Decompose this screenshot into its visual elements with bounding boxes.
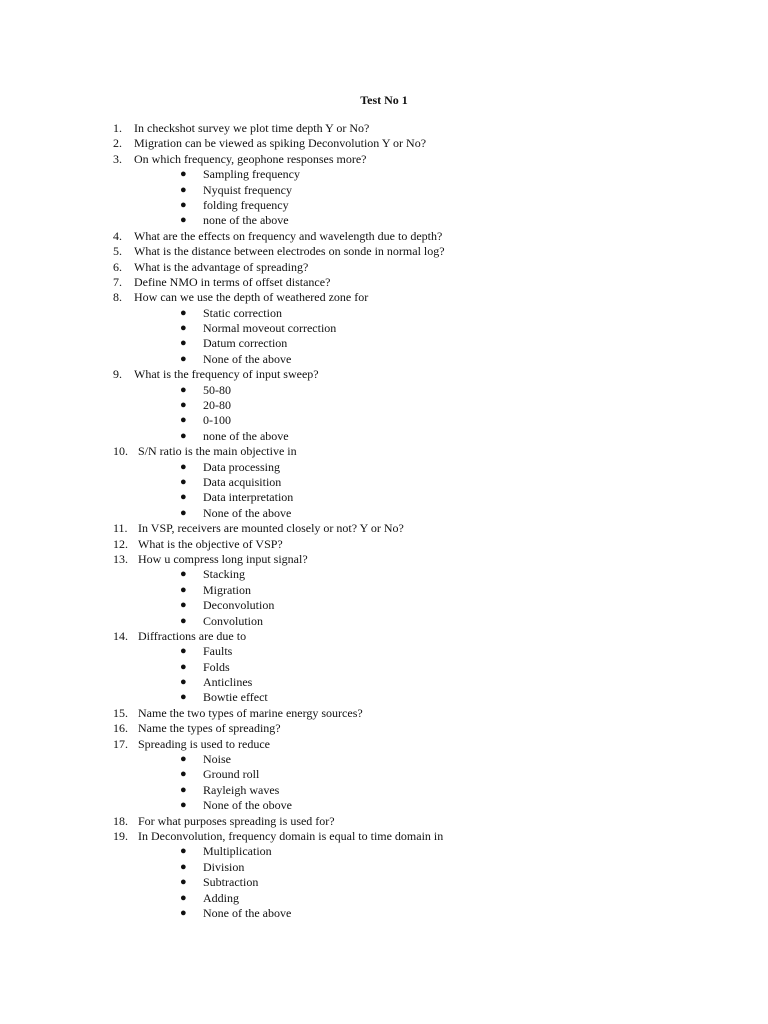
question-number: 3. (113, 151, 122, 166)
option-text: 50-80 (203, 382, 231, 397)
answer-option (0, 306, 768, 321)
question-number: 11. (113, 521, 128, 536)
question-number: 17. (113, 736, 128, 751)
bullet-icon: ● (180, 506, 187, 519)
answer-option (0, 875, 768, 890)
question-text: What is the objective of VSP? (138, 536, 283, 551)
answer-option (0, 183, 768, 198)
question-number: 7. (113, 274, 122, 289)
answer-option (0, 906, 768, 921)
question-item (0, 552, 768, 567)
question-item (0, 244, 768, 259)
option-text: 20-80 (203, 398, 231, 413)
question-number: 18. (113, 813, 128, 828)
bullet-icon: ● (180, 306, 187, 319)
answer-option (0, 352, 768, 367)
question-item (0, 829, 768, 844)
bullet-icon: ● (180, 214, 187, 227)
bullet-icon: ● (180, 383, 187, 396)
question-number: 16. (113, 721, 128, 736)
option-text: Noise (203, 752, 231, 767)
question-item (0, 275, 768, 290)
question-number: 6. (113, 259, 122, 274)
answer-option (0, 675, 768, 690)
question-item (0, 721, 768, 736)
bullet-icon: ● (180, 876, 187, 889)
bullet-icon: ● (180, 660, 187, 673)
bullet-icon: ● (180, 168, 187, 181)
question-text: Spreading is used to reduce (138, 736, 270, 751)
bullet-icon: ● (180, 568, 187, 581)
option-text: Multiplication (203, 844, 272, 859)
option-text: Data acquisition (203, 474, 282, 489)
question-text: Define NMO in terms of offset distance? (134, 274, 331, 289)
question-text: In Deconvolution, frequency domain is equal to time domain in (138, 828, 444, 843)
answer-option (0, 690, 768, 705)
bullet-icon: ● (180, 337, 187, 350)
question-item (0, 706, 768, 721)
answer-option (0, 583, 768, 598)
option-text: Datum correction (203, 336, 288, 351)
option-text: None of the above (203, 905, 292, 920)
answer-option (0, 614, 768, 629)
bullet-icon: ● (180, 399, 187, 412)
option-text: None of the above (203, 505, 292, 520)
option-text: Stacking (203, 567, 245, 582)
bullet-icon: ● (180, 414, 187, 427)
bullet-icon: ● (180, 475, 187, 488)
document-title: Test No 1 (360, 93, 408, 107)
option-text: None of the above (203, 351, 292, 366)
question-number: 4. (113, 228, 122, 243)
option-text: none of the above (203, 428, 289, 443)
question-item (0, 444, 768, 459)
question-text: What is the advantage of spreading? (134, 259, 309, 274)
answer-option (0, 398, 768, 413)
question-item (0, 260, 768, 275)
question-text: Name the types of spreading? (138, 721, 281, 736)
question-text: On which frequency, geophone responses more? (134, 151, 367, 166)
bullet-icon: ● (180, 352, 187, 365)
bullet-icon: ● (180, 768, 187, 781)
question-text: For what purposes spreading is used for? (138, 813, 335, 828)
bullet-icon: ● (180, 183, 187, 196)
option-text: Adding (203, 890, 239, 905)
question-text: How u compress long input signal? (138, 551, 308, 566)
answer-option (0, 383, 768, 398)
option-text: 0-100 (203, 413, 231, 428)
question-number: 5. (113, 244, 122, 259)
question-number: 9. (113, 367, 122, 382)
answer-option (0, 429, 768, 444)
question-number: 19. (113, 828, 128, 843)
question-text: In checkshot survey we plot time depth Y or No? (134, 121, 370, 135)
question-number: 14. (113, 628, 128, 643)
question-item (0, 737, 768, 752)
answer-option (0, 213, 768, 228)
answer-option (0, 475, 768, 490)
question-text: What are the effects on frequency and wavelength due to depth? (134, 228, 443, 243)
question-text: S/N ratio is the main objective in (138, 444, 297, 459)
option-text: Nyquist frequency (203, 182, 292, 197)
option-text: None of the obove (203, 798, 292, 813)
question-text: Name the two types of marine energy sources? (138, 705, 363, 720)
answer-option (0, 413, 768, 428)
option-text: Convolution (203, 613, 264, 628)
bullet-icon: ● (180, 891, 187, 904)
answer-option (0, 798, 768, 813)
question-item (0, 814, 768, 829)
question-item (0, 537, 768, 552)
option-text: folding frequency (203, 197, 289, 212)
bullet-icon: ● (180, 614, 187, 627)
question-list (0, 121, 768, 921)
question-number: 10. (113, 444, 128, 459)
answer-option (0, 506, 768, 521)
question-item (0, 121, 768, 136)
question-number: 1. (113, 121, 122, 135)
option-text: Data processing (203, 459, 280, 474)
answer-option (0, 321, 768, 336)
answer-option (0, 752, 768, 767)
bullet-icon: ● (180, 429, 187, 442)
question-number: 15. (113, 705, 128, 720)
question-number: 12. (113, 536, 128, 551)
option-text: none of the above (203, 213, 289, 228)
answer-option (0, 460, 768, 475)
option-text: Static correction (203, 305, 282, 320)
question-text: What is the distance between electrodes on sonde in normal log? (134, 244, 445, 259)
bullet-icon: ● (180, 460, 187, 473)
bullet-icon: ● (180, 676, 187, 689)
answer-option (0, 844, 768, 859)
option-text: Bowtie effect (203, 690, 268, 705)
question-number: 13. (113, 551, 128, 566)
question-item (0, 521, 768, 536)
bullet-icon: ● (180, 799, 187, 812)
option-text: Folds (203, 659, 230, 674)
option-text: Subtraction (203, 875, 259, 890)
question-item (0, 229, 768, 244)
question-item (0, 367, 768, 382)
bullet-icon: ● (180, 783, 187, 796)
bullet-icon: ● (180, 198, 187, 211)
question-number: 2. (113, 136, 122, 151)
option-text: Deconvolution (203, 598, 275, 613)
option-text: Division (203, 859, 245, 874)
bullet-icon: ● (180, 583, 187, 596)
question-item (0, 290, 768, 305)
answer-option (0, 198, 768, 213)
question-text: What is the frequency of input sweep? (134, 367, 319, 382)
question-text: How can we use the depth of weathered zone for (134, 290, 369, 305)
question-text: Migration can be viewed as spiking Deconvolution Y or No? (134, 136, 427, 151)
bullet-icon: ● (180, 322, 187, 335)
question-number: 8. (113, 290, 122, 305)
question-text: Diffractions are due to (138, 628, 247, 643)
answer-option (0, 783, 768, 798)
option-text: Migration (203, 582, 251, 597)
bullet-icon: ● (180, 599, 187, 612)
answer-option (0, 336, 768, 351)
option-text: Data interpretation (203, 490, 294, 505)
bullet-icon: ● (180, 753, 187, 766)
option-text: Faults (203, 644, 233, 659)
question-text: In VSP, receivers are mounted closely or not? Y or No? (138, 521, 404, 536)
answer-option (0, 860, 768, 875)
option-text: Normal moveout correction (203, 321, 337, 336)
bullet-icon: ● (180, 845, 187, 858)
question-item (0, 136, 768, 151)
answer-option (0, 167, 768, 182)
bullet-icon: ● (180, 860, 187, 873)
question-item (0, 629, 768, 644)
answer-option (0, 567, 768, 582)
bullet-icon: ● (180, 491, 187, 504)
answer-option (0, 644, 768, 659)
option-text: Rayleigh waves (203, 782, 280, 797)
bullet-icon: ● (180, 691, 187, 704)
option-text: Anticlines (203, 675, 253, 690)
answer-option (0, 767, 768, 782)
bullet-icon: ● (180, 645, 187, 658)
bullet-icon: ● (180, 906, 187, 919)
answer-option (0, 598, 768, 613)
answer-option (0, 660, 768, 675)
option-text: Sampling frequency (203, 167, 300, 182)
answer-option (0, 490, 768, 505)
question-item (0, 152, 768, 167)
option-text: Ground roll (203, 767, 260, 782)
answer-option (0, 891, 768, 906)
